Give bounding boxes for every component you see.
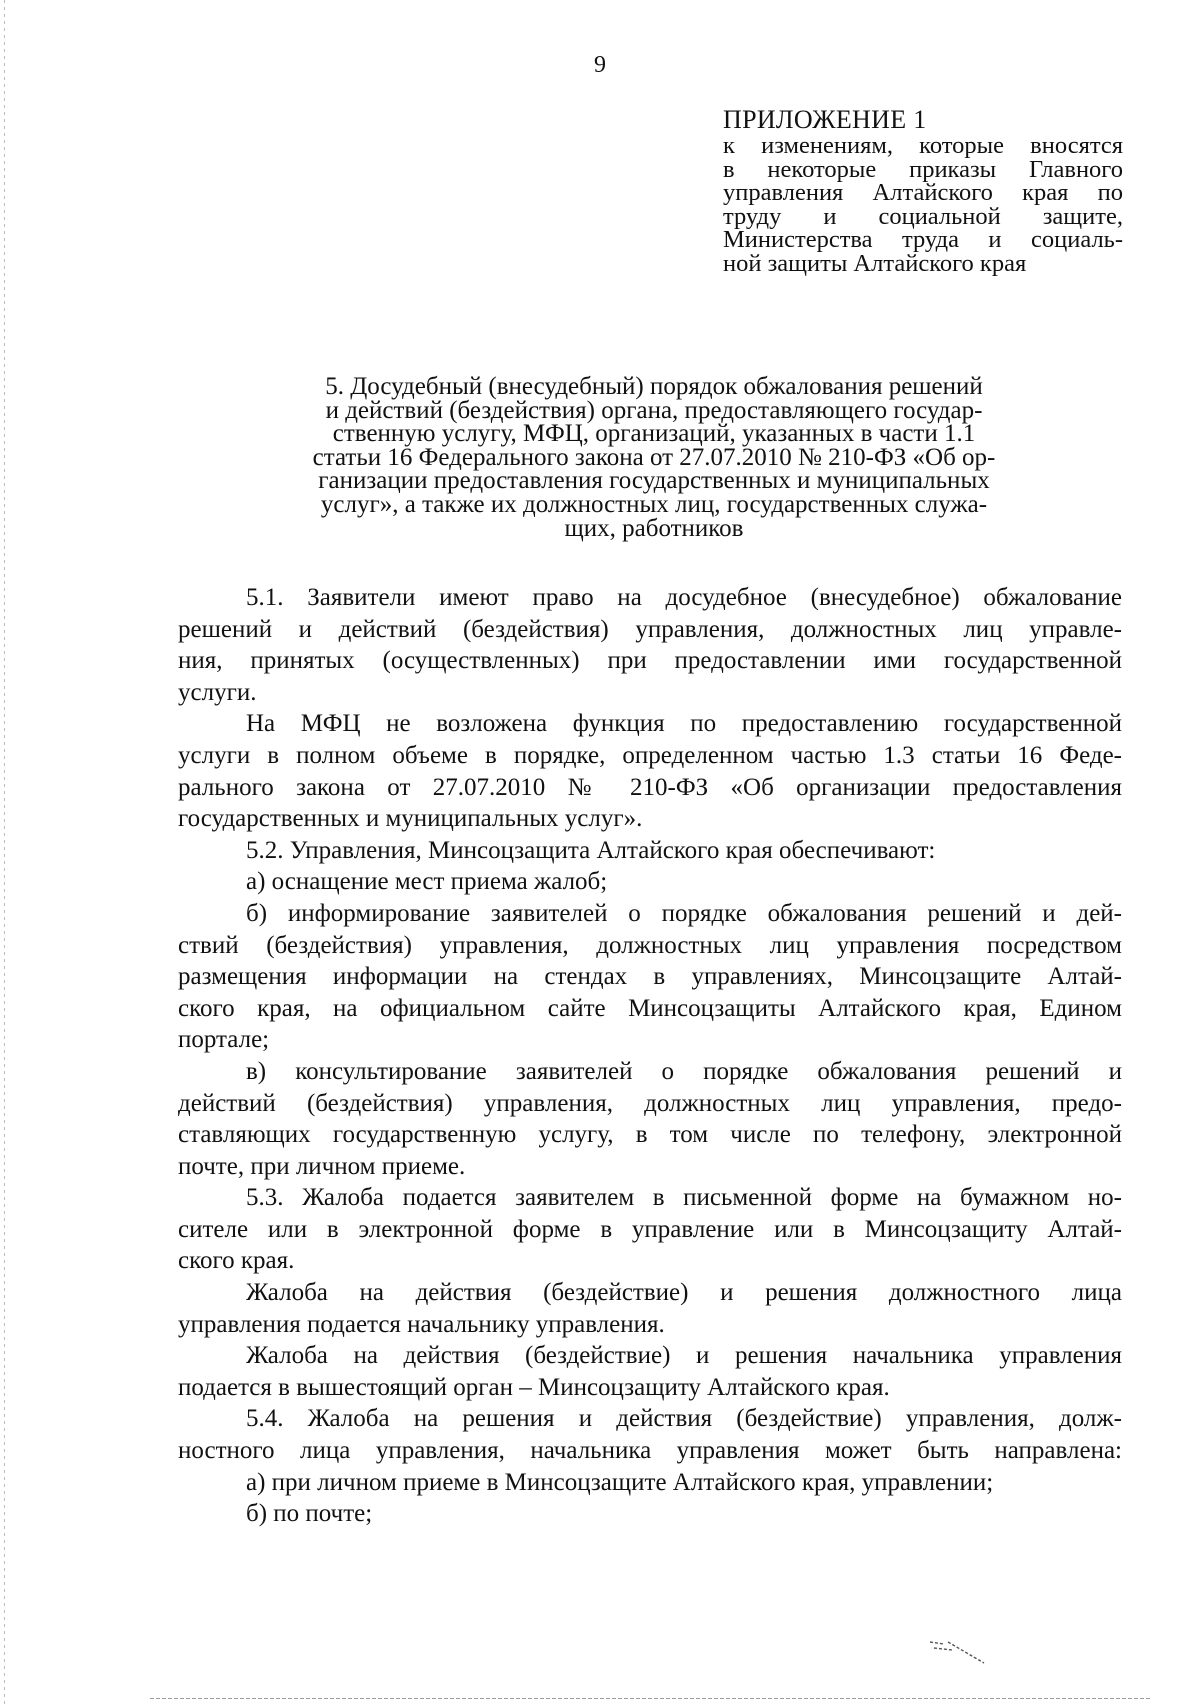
appendix-title: ПРИЛОЖЕНИЕ 1	[723, 105, 927, 134]
paragraph-line: б) информирование заявителей о порядке обжалования решений и дей-	[246, 899, 1122, 927]
appendix-line: к изменениям, которые вносятся	[723, 132, 1123, 159]
paragraph-line: портале;	[178, 1026, 270, 1054]
paragraph-line: государственных и муниципальных услуг».	[178, 805, 643, 833]
paragraph-line: услуги в полном объеме в порядке, определенном частью 1.3 статьи 16 Феде-	[178, 741, 1122, 769]
paragraph-line: ствий (бездействия) управления, должностных лиц управления посредством	[178, 931, 1122, 959]
paragraph-line: решений и действий (бездействия) управления, должностных лиц управле-	[178, 615, 1122, 643]
paragraph-line: рального закона от 27.07.2010 № 210-ФЗ «Об организации предоставления	[178, 773, 1122, 801]
paragraph-line: Жалоба на действия (бездействие) и решения должностного лица	[246, 1279, 1122, 1307]
paragraph-line: размещения информации на стендах в управлениях, Минсоцзащите Алтай-	[178, 963, 1122, 991]
page-number: 9	[594, 52, 606, 78]
heading-line: услуг», а также их должностных лиц, государственных служа-	[320, 490, 988, 518]
appendix-line: управления Алтайского края по	[723, 179, 1123, 207]
paragraph-line: б) по почте;	[246, 1500, 373, 1528]
heading-line: ственную услугу, МФЦ, организаций, указанных в части 1.1	[332, 420, 976, 448]
paragraph-line: в) консультирование заявителей о порядке обжалования решений и	[246, 1057, 1122, 1085]
heading-line: 5. Досудебный (внесудебный) порядок обжалования решений	[325, 373, 983, 400]
paragraph-line: услуги.	[178, 678, 257, 706]
paragraph-line: ния, принятых (осуществленных) при предоставлении ими государственной	[178, 647, 1122, 675]
paragraph-line: а) оснащение мест приема жалоб;	[246, 868, 608, 896]
section-heading	[250, 375, 1058, 540]
paragraph-line: действий (бездействия) управления, должностных лиц управления, предо-	[178, 1089, 1122, 1117]
paragraph-line: 5.1. Заявители имеют право на досудебное (внесудебное) обжалование	[246, 584, 1122, 611]
paragraph-line: ставляющих государственную услугу, в том числе по телефону, электронной	[178, 1121, 1122, 1149]
heading-line: и действий (бездействия) органа, предоставляющего государ-	[325, 396, 983, 424]
paragraph-line: ского края, на официальном сайте Минсоцзащиты Алтайского края, Едином	[178, 994, 1122, 1022]
appendix-line: ной защиты Алтайского края	[723, 249, 1027, 277]
paragraph-line: ностного лица управления, начальника управления может быть направлена:	[178, 1437, 1122, 1465]
paragraph-line: подается в вышестоящий орган – Минсоцзащиту Алтайского края.	[178, 1373, 890, 1401]
body-text	[178, 582, 1122, 1530]
heading-line: ганизации предоставления государственных и муниципальных	[318, 467, 990, 495]
paragraph-line: сителе или в электронной форме в управление или в Минсоцзащиту Алтай-	[178, 1215, 1122, 1243]
paragraph-line: На МФЦ не возложена функция по предоставлению государственной	[246, 710, 1122, 738]
paragraph-line: а) при личном приеме в Минсоцзащите Алтайского края, управлении;	[246, 1468, 994, 1496]
paragraph-line: управления подается начальнику управления.	[178, 1310, 665, 1338]
heading-line: щих, работников	[564, 514, 744, 542]
paragraph-line: почте, при личном приеме.	[178, 1152, 466, 1180]
paragraph-line: ского края.	[178, 1247, 295, 1275]
paragraph-line: 5.3. Жалоба подается заявителем в письменной форме на бумажном но-	[246, 1184, 1122, 1212]
heading-line: статьи 16 Федерального закона от 27.07.2010 № 210-ФЗ «Об ор-	[312, 443, 996, 471]
appendix-line: труду и социальной защите,	[723, 202, 1123, 230]
appendix-line: в некоторые приказы Главного	[723, 155, 1123, 183]
appendix-line: Министерства труда и социаль-	[723, 226, 1123, 254]
scan-left-edge	[4, 0, 5, 1704]
paragraph-line: Жалоба на действия (бездействие) и решения начальника управления	[246, 1342, 1122, 1370]
appendix-block	[723, 106, 1123, 276]
stray-pen-mark	[928, 1636, 988, 1666]
paragraph-line: 5.2. Управления, Минсоцзащита Алтайского края обеспечивают:	[246, 836, 936, 864]
scan-bottom-edge	[150, 1698, 1150, 1699]
paragraph-line: 5.4. Жалоба на решения и действия (бездействие) управления, долж-	[246, 1405, 1122, 1433]
